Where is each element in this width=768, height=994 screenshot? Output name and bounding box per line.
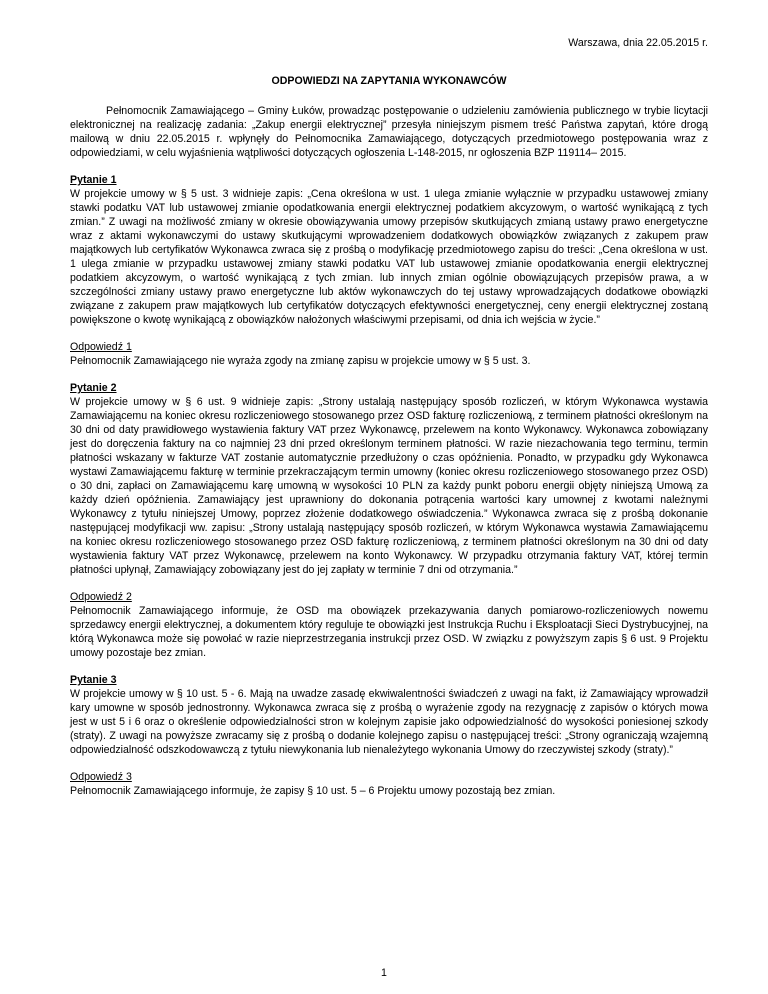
question-3 [70, 673, 708, 757]
answer-1 [70, 340, 708, 368]
question-text: W projekcie umowy w § 6 ust. 9 widnieje zapis: „Strony ustalają następujący sposób rozliczeń, w którym Wykonawca wystawia Zamawiającemu na koniec okresu rozliczeniowego stosowanego przez OSD fakturę rozliczeniową, z terminem płatności określonym na 30 dni od daty prawidłowego wystawienia faktury VAT przez Wykonawcę, przelewem na konto Wykonawcy. Wykonawca zobowiązany jest do doręczenia faktury na co najmniej 23 dni przed określonym terminem płatności. W razie niezachowania tego terminu, termin płatności wskazany w fakturze VAT zostanie automatycznie przedłużony o czas opóźnienia. Ponadto, w przypadku gdy Wykonawca wystawi Zamawiającemu fakturę w terminie przekraczającym termin umowny (koniec okresu rozliczeniowego stosowanego przez OSD) o 30 dni, zapłaci on Zamawiającemu karę umowną w wysokości 10 PLN za każdy punkt poboru energii objęty niniejszą Umową za każdy dzień opóźnienia. Zamawiający jest uprawniony do dokonania potrącenia wartości kary umownej z kwotami należnymi Wykonawcy z tytułu niniejszej Umowy, poprzez złożenie dodatkowego oświadczenia.” Wykonawca zwraca się z prośbą dokonanie następującej modyfikacji ww. zapisu: „Strony ustalają następujący sposób rozliczeń, w którym Wykonawca wystawia Zamawiającemu na koniec okresu rozliczeniowego stosowanego przez OSD fakturę rozliczeniową, z terminem płatności określonym na 30 dni od daty wystawienia faktury VAT przez Wykonawcę, przelewem na konto Wykonawcy. W przypadku otrzymania faktury VAT, której termin płatności upłynął, Zamawiający zobowiązany jest do jej zapłaty w terminie 7 dni od otrzymania.” [70, 396, 708, 576]
answer-text: Pełnomocnik Zamawiającego informuje, że OSD ma obowiązek przekazywania danych pomiarowo-rozliczeniowych nowemu sprzedawcy energii elektrycznej, a dokumentem który reguluje te obowiązki jest Instrukcja Ruchu i Eksploatacji Sieci Dystrybucyjnej, na którą Wykonawca może się powołać w razie nieprzestrzegania instrukcji przez OSD. W związku z powyższym zapis § 6 ust. 9 Projektu umowy pozostaje bez zmian. [70, 605, 708, 659]
question-2 [70, 381, 708, 577]
intro-paragraph: Pełnomocnik Zamawiającego – Gminy Łuków, prowadząc postępowanie o udzieleniu zamówienia publicznego w trybie licytacji elektronicznej na realizację zadania: „Zakup energii elektrycznej” przesyła niniejszym pismem treść Państwa zapytań, które drogą mailową w dniu 22.05.2015 r. wpłynęły do Pełnomocnika Zamawiającego, dotyczących przedmiotowego postępowania wraz z odpowiedziami, w celu wyjaśnienia wątpliwości dotyczących ogłoszenia L-148-2015, nr ogłoszenia BZP 119114– 2015. [70, 105, 708, 159]
answer-text: Pełnomocnik Zamawiającego nie wyraża zgody na zmianę zapisu w projekcie umowy w § 5 ust. 3. [70, 355, 531, 367]
question-text: W projekcie umowy w § 10 ust. 5 - 6. Mają na uwadze zasadę ekwiwalentności świadczeń z uwagi na fakt, iż Zamawiający wprowadził kary umowne w sposób jednostronny. Wykonawca zwraca się z prośbą o wyrażenie zgody na rezygnację z zapisów o których mowa jest w ust 5 i 6 oraz o określenie odpowiedzialności stron w kolejnym zapisie jako odpowiedzialność do wysokości poniesionej szkody (straty). Z uwagi na powyższe zwracamy się z prośbą o dodanie kolejnego zapisu o następującej treści: „Strony ograniczają wzajemną odpowiedzialność odszkodowawczą z tytułu niewykonania lub nienależytego wykonania Umowy do rzeczywistej szkody (straty).” [70, 688, 708, 756]
answer-heading: Odpowiedź 3 [70, 771, 132, 783]
answer-heading: Odpowiedź 2 [70, 591, 132, 603]
answer-3 [70, 770, 708, 798]
document-date: Warszawa, dnia 22.05.2015 r. [568, 37, 708, 49]
document-title: ODPOWIEDZI NA ZAPYTANIA WYKONAWCÓW [271, 75, 507, 87]
question-heading: Pytanie 1 [70, 174, 117, 186]
answer-2 [70, 590, 708, 660]
answer-heading: Odpowiedź 1 [70, 341, 132, 353]
question-heading: Pytanie 2 [70, 382, 117, 394]
page-number: 1 [381, 967, 387, 979]
question-1 [70, 173, 708, 327]
question-heading: Pytanie 3 [70, 674, 117, 686]
question-text: W projekcie umowy w § 5 ust. 3 widnieje zapis: „Cena określona w ust. 1 ulega zmianie wyłącznie w przypadku ustawowej zmiany stawki podatku VAT lub ustawowej zmianie opodatkowania energii elektrycznej podatkiem akcyzowym, o wartość wynikającą z tych zmian.” Z uwagi na możliwość zmiany w okresie obowiązywania umowy przepisów skutkujących zmianą ustawy prawo energetyczne wraz z aktami wykonawczymi do ustawy skutkującymi wprowadzeniem dodatkowych obowiązków związanych z zakupem praw majątkowych lub certyfikatów Wykonawca zwraca się z prośbą o modyfikację przedmiotowego zapisu do treści: „Cena określona w ust. 1 ulega zmianie w przypadku ustawowej zmiany stawki podatku VAT lub ustawowej zmianie opodatkowania energii elektrycznej podatkiem akcyzowym, o wartość wynikającą z tych zmian. lub innych zmian ogólnie obowiązujących przepisów prawa, a w szczególności zmiany ustawy prawo energetyczne lub aktów wykonawczych do tej ustawy wprowadzających dodatkowe obowiązki związane z zakupem praw majątkowych lub certyfikatów dotyczących efektywności energetycznej, ceny energii elektrycznej zostaną powiększone o kwotę wynikającą z obowiązków nałożonych właściwymi przepisami, od dnia ich wejścia w życie.” [70, 188, 708, 326]
answer-text: Pełnomocnik Zamawiającego informuje, że zapisy § 10 ust. 5 – 6 Projektu umowy pozostają bez zmian. [70, 785, 556, 797]
